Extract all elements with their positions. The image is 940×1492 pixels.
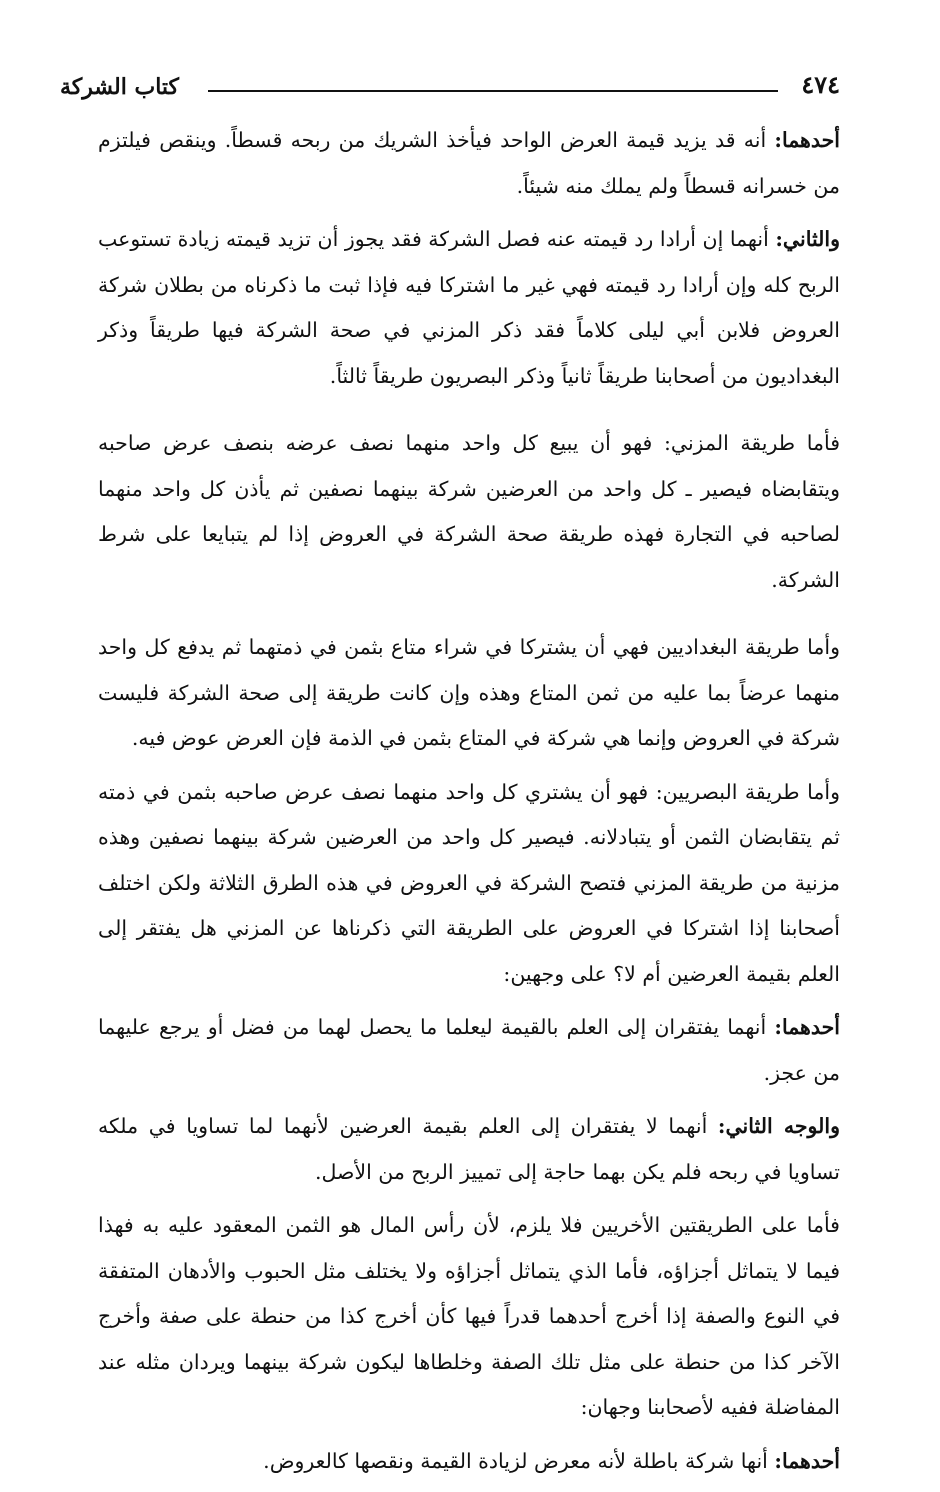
paragraph-text: أنهما لا يفتقران إلى العلم بقيمة العرضين لأنهما لما تساويا في ملكه تساويا في ربحه فلم يكن بهما حاجة إلى تمييز الربح من الأصل. — [98, 1114, 840, 1184]
paragraph-lead: والوجه الثاني: — [717, 1114, 840, 1138]
paragraph — [98, 1005, 840, 1096]
paragraph-text: فأما طريقة المزني: فهو أن يبيع كل واحد منهما نصف عرضه بنصف عرض صاحبه ويتقابضاه فيصير ـ كل واحد من العرضين شركة بينهما نصفين ثم يأذن كل واحد منهما لصاحبه في التجارة فهذه طريقة صحة الشركة في العروض إذا لم يتبايعا على شرط الشركة. — [98, 431, 840, 592]
running-head — [60, 66, 840, 106]
paragraph — [98, 217, 840, 399]
paragraph-lead: أحدهما: — [774, 1448, 840, 1473]
paragraph — [98, 625, 840, 762]
running-title: كتاب الشركة — [60, 74, 180, 100]
paragraph-text: وأما طريقة البصريين: فهو أن يشتري كل واحد منهما نصف عرض صاحبه بثمن في ذمته ثم يتقابضان الثمن أو يتبادلانه. فيصير كل واحد من العرضين شركة بينهما نصفين وهذه مزنية من طريقة المزني فتصح الشركة في العروض في هذه الطرق الثلاثة ولكن اختلف أصحابنا إذا اشتركا في العروض على الطريقة التي ذكرناها عن المزني هل يفتقر إلى العلم بقيمة العرضين أم لا؟ على وجهين: — [98, 779, 840, 986]
paragraph-text: وأما طريقة البغداديين فهي أن يشتركا في شراء متاع بثمن في ذمتهما ثم يدفع كل واحد منهما عرضاً بما عليه من ثمن المتاع وهذه وإن كانت طريقة إلى صحة الشركة فليست شركة في العروض وإنما هي شركة في المتاع بثمن في الذمة فإن العرض عوض فيه. — [98, 635, 840, 750]
page-number: ٤٧٤ — [801, 70, 840, 99]
paragraph-lead: أحدهما: — [774, 1015, 840, 1039]
paragraph-text: أنهما إن أرادا رد قيمته عنه فصل الشركة فقد يجوز أن تزيد قيمته زيادة تستوعب الربح كله وإن أرادا رد قيمته فهي غير ما اشتركا فيه فإذا ثبت ما ذكرناه من بطلان شركة العروض فلابن أبي ليلى كلاماً فقد ذكر المزني في صحة الشركة فيها طريقاً وذكر البغداديون من أصحابنا طريقاً ثانياً وذكر البصريون طريقاً ثالثاً. — [98, 227, 840, 388]
paragraph — [98, 1203, 840, 1431]
paragraph — [98, 118, 840, 209]
paragraph-lead: أحدهما: — [774, 128, 840, 152]
paragraph-text: أنه قد يزيد قيمة العرض الواحد فيأخذ الشريك من ربحه قسطاً. وينقص فيلتزم من خسرانه قسطاً ولم يملك منه شيئاً. — [98, 128, 840, 198]
paragraph — [98, 1439, 840, 1485]
paragraph-text: أنهما يفتقران إلى العلم بالقيمة ليعلما ما يحصل لهما من فضل أو يرجع عليهما من عجز. — [98, 1015, 840, 1085]
paragraph-text: أنها شركة باطلة لأنه معرض لزيادة القيمة ونقصها كالعروض. — [263, 1448, 768, 1473]
body-text — [98, 118, 840, 1492]
paragraph — [98, 421, 840, 603]
paragraph-lead: والثاني: — [775, 227, 840, 251]
header-rule — [208, 90, 778, 92]
paragraph-text: فأما على الطريقتين الأخريين فلا يلزم، لأن رأس المال هو الثمن المعقود عليه به فهذا فيما لا يتماثل أجزاؤه، فأما الذي يتماثل أجزاؤه ولا يختلف مثل الحبوب والأدهان المتفقة في النوع والصفة إذا أخرج أحدهما قدراً فيها كأن أخرج كذا من حنطة على صفة وأخرج الآخر كذا من حنطة على مثل تلك الصفة وخلطاها ليكون شركة بينهما ويردان مثله عند المفاضلة ففيه لأصحابنا وجهان: — [98, 1213, 840, 1419]
paragraph — [98, 770, 840, 998]
paragraph — [98, 1104, 840, 1195]
